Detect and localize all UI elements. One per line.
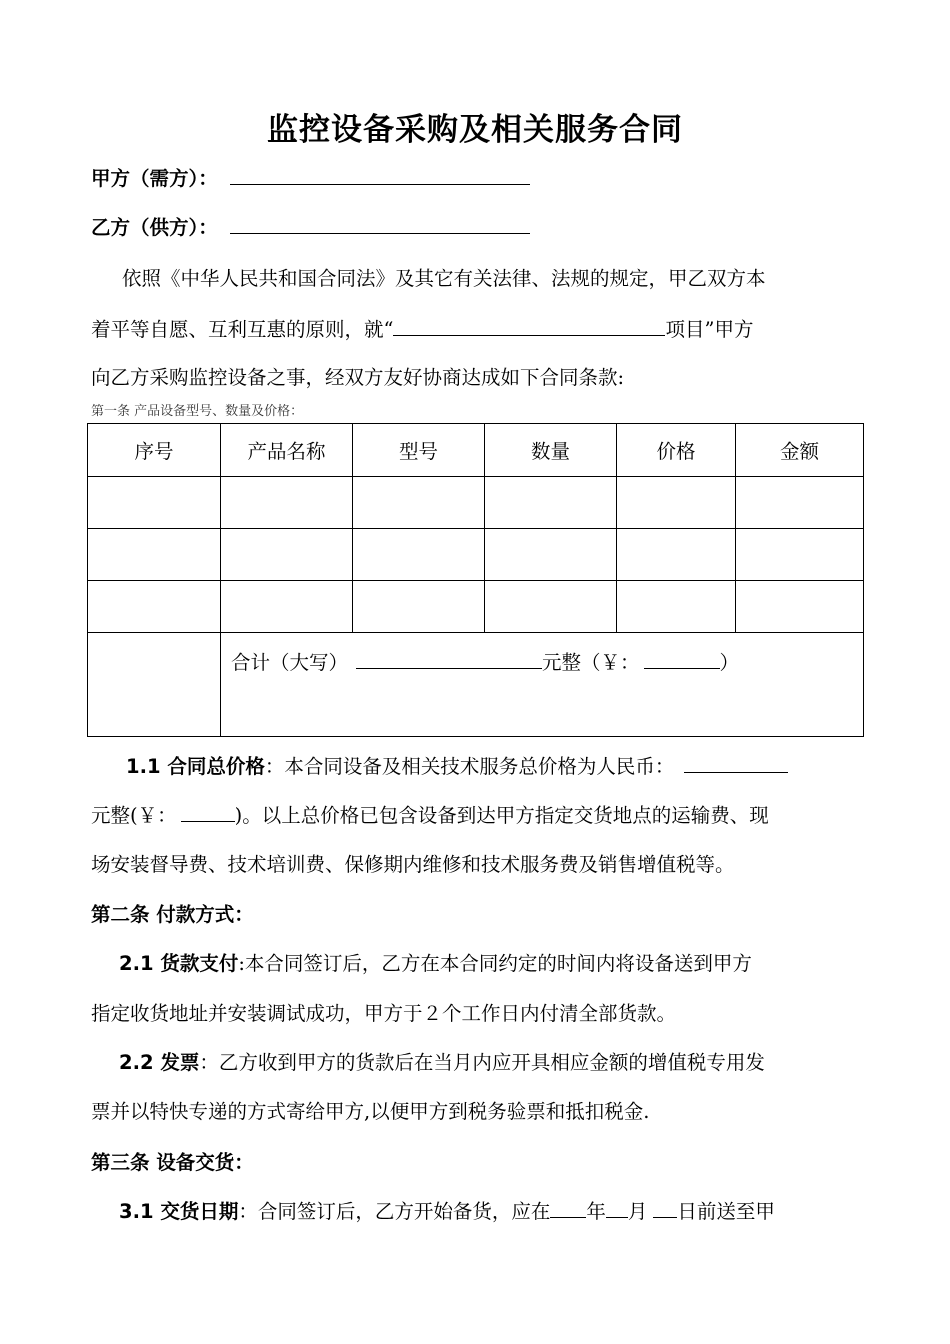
header-model: 型号 <box>353 424 485 477</box>
clause-2-2-line-2: 票并以特快专递的方式寄给甲方,以便甲方到税务验票和抵扣税金. <box>91 1100 650 1123</box>
table-cell[interactable] <box>221 581 353 633</box>
clause-2-2-line-1 <box>119 1047 765 1075</box>
clause-2-1-line-1 <box>119 948 752 976</box>
table-cell[interactable] <box>736 529 864 581</box>
delivery-year-label: 年 <box>586 1200 606 1223</box>
delivery-year-blank[interactable] <box>550 1199 586 1218</box>
total-cell <box>221 633 864 737</box>
table-cell[interactable] <box>353 581 485 633</box>
party-b-line <box>91 212 530 240</box>
header-quantity: 数量 <box>485 424 617 477</box>
table-cell[interactable] <box>88 477 221 529</box>
document-title: 监控设备采购及相关服务合同 <box>267 112 683 148</box>
party-a-blank[interactable] <box>230 166 530 185</box>
total-text <box>221 633 863 675</box>
clause-3-1-line-1 <box>119 1196 775 1224</box>
delivery-day-blank[interactable] <box>653 1199 677 1218</box>
table-total-row <box>88 633 864 737</box>
table-cell[interactable] <box>88 529 221 581</box>
clause-1-1-line-2-suffix: )。以上总价格已包含设备到达甲方指定交货地点的运输费、现 <box>234 804 769 827</box>
project-name-blank[interactable] <box>393 317 665 336</box>
total-prefix: 合计（大写） <box>231 651 349 674</box>
delivery-month-blank[interactable] <box>606 1199 628 1218</box>
table-cell[interactable] <box>617 477 736 529</box>
total-suffix: ） <box>719 651 740 674</box>
clause-2-2-label: 2.2 发票 <box>119 1051 200 1074</box>
party-a-line <box>91 163 530 191</box>
table-cell[interactable] <box>88 581 221 633</box>
party-b-label: 乙方（供方）： <box>91 216 218 239</box>
clause-1-1-line-1 <box>126 751 788 779</box>
article-3-heading: 第三条 设备交货： <box>91 1151 254 1174</box>
total-price-blank[interactable] <box>684 754 788 773</box>
total-figure-blank[interactable] <box>644 650 720 669</box>
table-cell[interactable] <box>736 477 864 529</box>
clause-2-1-line-2: 指定收货地址并安装调试成功，甲方于２个工作日内付清全部货款。 <box>91 1002 677 1025</box>
clause-1-1-label: 1.1 合同总价格 <box>126 755 265 778</box>
clause-2-1-label: 2.1 货款支付 <box>119 952 239 975</box>
table-cell[interactable] <box>485 581 617 633</box>
table-cell[interactable] <box>736 581 864 633</box>
clause-1-1-line-2-prefix: 元整(￥： <box>91 804 177 827</box>
clause-3-1-text-b: 日前送至甲 <box>677 1200 775 1223</box>
intro-line-2-suffix: 项目”甲方 <box>665 318 754 341</box>
party-a-label: 甲方（需方）： <box>91 167 218 190</box>
intro-line-1: 依照《中华人民共和国合同法》及其它有关法律、法规的规定，甲乙双方本 <box>122 267 766 290</box>
table-row <box>88 581 864 633</box>
header-product-name: 产品名称 <box>221 424 353 477</box>
table-header-row <box>88 424 864 477</box>
intro-line-2-prefix: 着平等自愿、互利互惠的原则，就“ <box>91 318 394 341</box>
clause-3-1-text-a: ：合同签订后，乙方开始备货，应在 <box>238 1200 551 1223</box>
article-1-heading: 第一条 产品设备型号、数量及价格： <box>91 404 304 419</box>
party-b-blank[interactable] <box>230 215 530 234</box>
table-cell[interactable] <box>221 477 353 529</box>
delivery-month-label: 月 <box>627 1200 648 1223</box>
total-mid: 元整（￥： <box>542 651 640 674</box>
total-words-blank[interactable] <box>356 650 542 669</box>
intro-line-2 <box>91 314 753 342</box>
table-cell[interactable] <box>485 477 617 529</box>
table-cell[interactable] <box>617 581 736 633</box>
table-cell[interactable] <box>353 529 485 581</box>
table-cell[interactable] <box>221 529 353 581</box>
header-seq: 序号 <box>88 424 221 477</box>
table-cell[interactable] <box>485 529 617 581</box>
table-row <box>88 529 864 581</box>
table-row <box>88 477 864 529</box>
clause-1-1-line-2 <box>91 800 769 828</box>
header-price: 价格 <box>617 424 736 477</box>
table-cell[interactable] <box>617 529 736 581</box>
items-table <box>87 423 864 737</box>
header-amount: 金额 <box>736 424 864 477</box>
clause-1-1-line-3: 场安装督导费、技术培训费、保修期内维修和技术服务费及销售增值税等。 <box>91 853 735 876</box>
article-2-heading: 第二条 付款方式： <box>91 903 254 926</box>
table-cell[interactable] <box>88 633 221 737</box>
intro-line-3: 向乙方采购监控设备之事，经双方友好协商达成如下合同条款: <box>91 366 625 389</box>
clause-2-2-text: ：乙方收到甲方的货款后在当月内应开具相应金额的增值税专用发 <box>199 1051 765 1074</box>
total-price-figure-blank[interactable] <box>181 803 235 822</box>
clause-3-1-label: 3.1 交货日期 <box>119 1200 239 1223</box>
clause-1-1-text: ：本合同设备及相关技术服务总价格为人民币： <box>264 755 675 778</box>
clause-2-1-text: :本合同签订后，乙方在本合同约定的时间内将设备送到甲方 <box>238 952 752 975</box>
table-cell[interactable] <box>353 477 485 529</box>
